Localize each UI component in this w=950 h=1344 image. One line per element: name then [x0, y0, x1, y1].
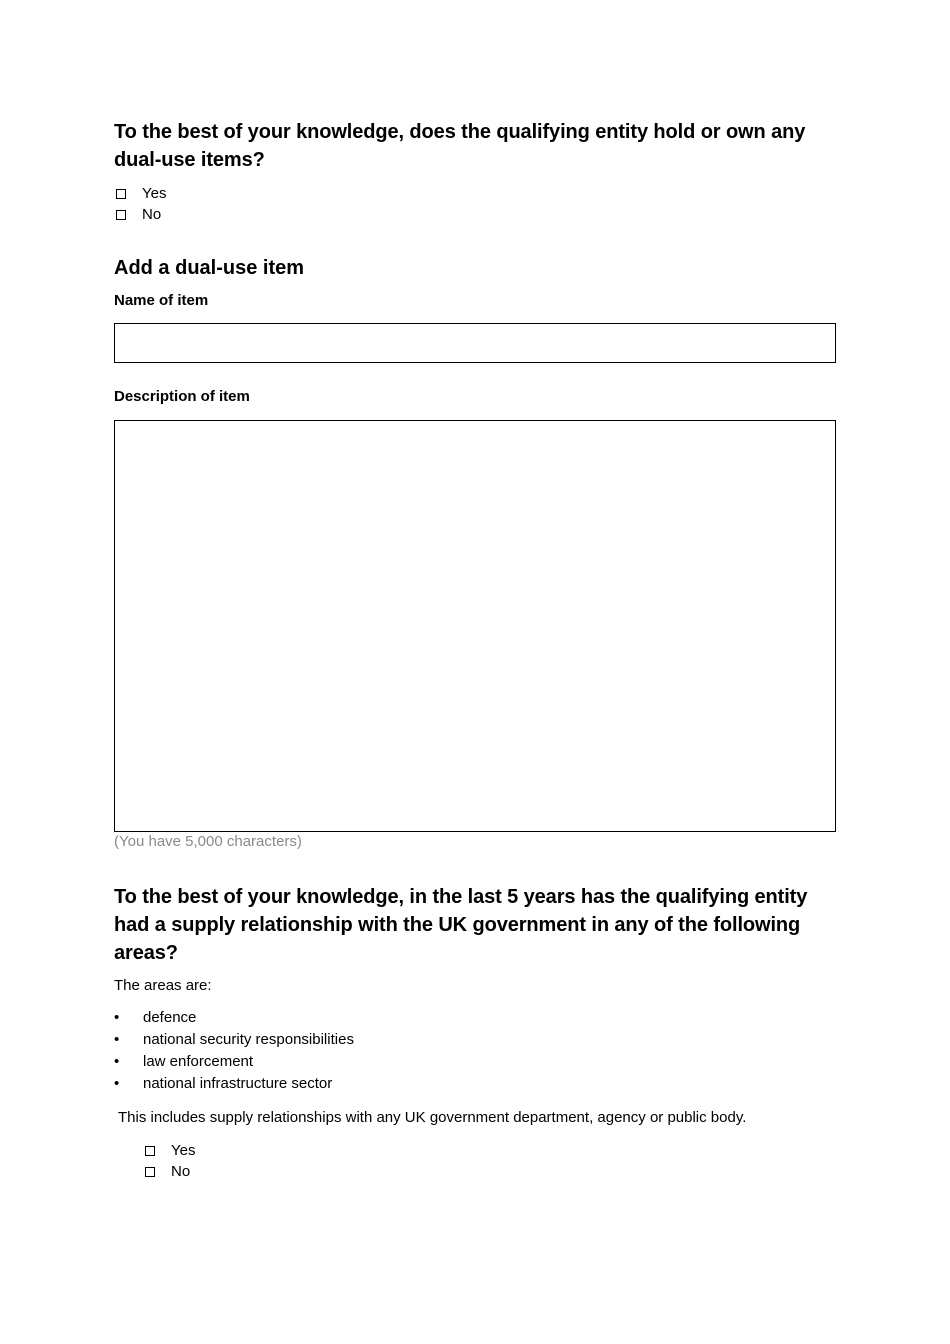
option-label: Yes — [142, 185, 167, 202]
areas-list — [114, 1007, 354, 1095]
name-of-item-label: Name of item — [114, 292, 209, 309]
areas-intro: The areas are: — [114, 977, 212, 994]
area-label: national infrastructure sector — [143, 1075, 333, 1092]
question2-option-no[interactable] — [145, 1161, 195, 1182]
question1-heading: To the best of your knowledge, does the qualifying entity hold or own any dual-use items? — [114, 121, 806, 171]
list-item — [114, 1073, 354, 1095]
option-label: No — [171, 1163, 191, 1180]
bullet-icon: • — [114, 1009, 120, 1026]
name-of-item-input[interactable] — [114, 323, 836, 363]
supply-relationship-note: This includes supply relationships with any UK government department, agency or public body. — [118, 1109, 747, 1126]
character-count-hint: (You have 5,000 characters) — [114, 833, 302, 850]
checkbox-icon[interactable] — [145, 1167, 155, 1177]
bullet-icon: • — [114, 1075, 120, 1092]
option-label: No — [142, 206, 162, 223]
question1-option-no[interactable] — [116, 204, 166, 225]
list-item — [114, 1051, 354, 1073]
checkbox-icon[interactable] — [116, 189, 126, 199]
question1-option-yes[interactable] — [116, 183, 166, 204]
checkbox-icon[interactable] — [116, 210, 126, 220]
list-item — [114, 1029, 354, 1051]
bullet-icon: • — [114, 1031, 120, 1048]
list-item — [114, 1007, 354, 1029]
description-of-item-textarea[interactable] — [114, 420, 836, 832]
area-label: national security responsibilities — [143, 1031, 354, 1048]
description-of-item-label: Description of item — [114, 388, 250, 405]
question2-options — [145, 1140, 195, 1182]
area-label: law enforcement — [143, 1053, 254, 1070]
bullet-icon: • — [114, 1053, 120, 1070]
option-label: Yes — [171, 1142, 196, 1159]
question2-option-yes[interactable] — [145, 1140, 195, 1161]
area-label: defence — [143, 1009, 197, 1026]
question2-heading: To the best of your knowledge, in the last 5 years has the qualifying entity had a supply relationship with the UK government in any of the following areas? — [114, 886, 808, 964]
checkbox-icon[interactable] — [145, 1146, 155, 1156]
add-item-heading: Add a dual-use item — [114, 257, 305, 279]
question1-options — [116, 183, 166, 225]
